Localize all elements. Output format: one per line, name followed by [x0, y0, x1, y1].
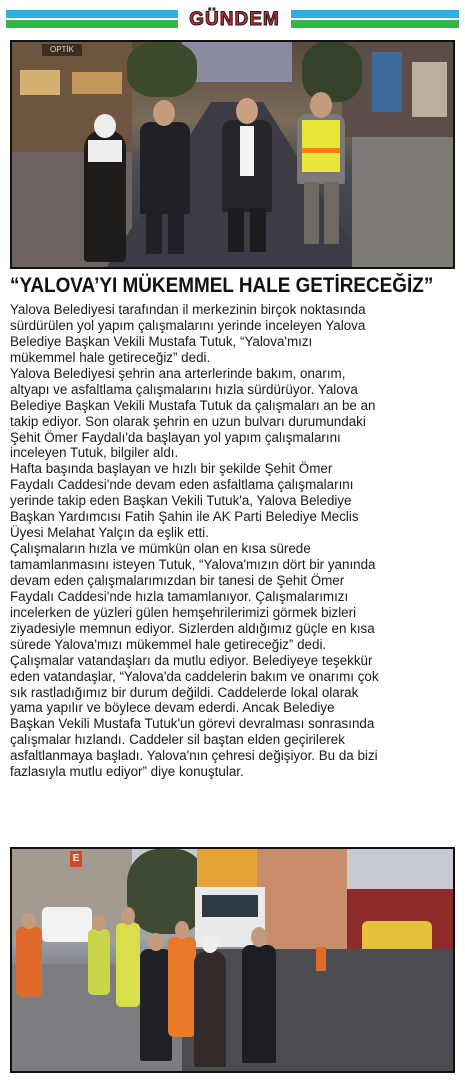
body-line: Yalova Belediyesi tarafından il merkezinin birçok noktasında [10, 302, 366, 317]
worker-vest-1 [88, 929, 110, 995]
body-line: sürdürülen yol yapım çalışmalarını yerinde inceleyen Yalova [10, 317, 366, 333]
body-line: Belediye Başkan Vekili Mustafa Tutuk da çalışmaları an be an [10, 397, 376, 413]
man-suit-2-leg-right [250, 208, 266, 252]
body-line: Üyesi Melahat Yalçın da eşlik etti. [10, 525, 209, 541]
official-2 [242, 945, 276, 1063]
body-line: çalışmalar hızlandı. Caddeler sil baştan elden geçirilerek [10, 732, 345, 748]
body-line: Çalışmalar vatandaşları da mutlu ediyor. Belediyeye teşekkür [10, 652, 373, 668]
shop-light-left [20, 70, 60, 95]
shop-light-left-2 [72, 72, 122, 94]
worker-head [310, 92, 332, 118]
body-line: incelerken de yüzleri gülen hemşehrilerimizi görmek bizleri [10, 604, 357, 620]
body-line: eden vatandaşlar, “Yalova'da caddelerin bakım ve onarımı çok [10, 668, 379, 684]
article-body [10, 302, 456, 780]
blue-sign [372, 52, 402, 112]
man-suit-2-head [236, 98, 258, 124]
worker-orange-center-head [175, 921, 189, 939]
worker-vest-2-head [121, 907, 135, 925]
vest-stripe [302, 148, 340, 153]
section-title-box [178, 7, 291, 31]
body-line: Belediye Başkan Vekili Mustafa Tutuk, “Yalova'mızı [10, 333, 313, 349]
man-suit-1-leg-right [168, 210, 184, 254]
body-line: mükemmel hale getireceğiz” dedi. [10, 349, 211, 365]
worker-vest-2 [116, 923, 140, 1007]
man-suit-1-leg-left [146, 210, 162, 254]
body-line: Çalışmaların hızla ve mümkün olan en kısa sürede [10, 541, 311, 557]
article-headline: “YALOVA’YI MÜKEMMEL HALE GETİRECEĞİZ” [10, 273, 434, 297]
body-line: sürede Yalova'mızı mükemmel hale getireceğiz” dedi. [10, 636, 327, 652]
bottom-photo [10, 847, 455, 1073]
building-sign: E [70, 851, 82, 867]
worker-vest-1-head [92, 915, 106, 931]
safety-vest [302, 120, 340, 172]
man-suit-2-shirt [240, 126, 254, 176]
body-line: Şehit Ömer Faydalı'da başlayan yol yapım çalışmalarını [10, 429, 341, 445]
body-line: Yalova Belediyesi şehrin ana arterlerinde bakım, onarım, [10, 365, 346, 381]
body-line: Başkan Yardımcısı Fatih Şahin ile AK Parti Belediye Meclis [10, 509, 359, 525]
worker-orange [16, 927, 42, 997]
body-line: Faydalı Caddesi'nde hızla tamamlanıyor. Çalışmalarımızı [10, 588, 349, 604]
worker-leg-left [304, 182, 319, 244]
official-1-head [148, 933, 164, 951]
section-title: GÜNDEM [189, 8, 280, 30]
body-line: Faydalı Caddesi'nde devam eden asfaltlama çalışmalarını [10, 477, 354, 493]
body-line: devam eden çalışmalarımızdan bir tanesi de Şehit Ömer [10, 572, 345, 588]
distant-worker [316, 947, 326, 971]
tree-right [302, 42, 362, 102]
man-suit-1-head [153, 100, 175, 126]
body-line: inceleyen Tutuk, bilgiler aldı. [10, 445, 179, 461]
worker-orange-center [168, 937, 196, 1037]
official-2-head [251, 927, 267, 947]
woman-headscarf [94, 114, 116, 138]
white-van [42, 907, 92, 942]
man-suit-2-leg-left [228, 208, 244, 252]
body-line: fazlasıyla mutlu ediyor” diye konuştular. [10, 764, 244, 780]
tree-left [127, 42, 197, 97]
woman-headscarf [202, 935, 218, 953]
optik-sign: OPTİK [42, 44, 82, 56]
apartment-building [257, 849, 347, 949]
truck-bed [197, 849, 257, 889]
worker-leg-right [324, 182, 339, 244]
body-line: takip ediyor. Son olarak şehrin en uzun bulvarı durumundaki [10, 413, 366, 429]
woman-figure [194, 951, 226, 1067]
man-suit-1-body [140, 122, 190, 214]
shop-window-right [412, 62, 447, 117]
body-line: ziyadesiyle memnun ediyor. Sizlerden aldığımız güçle en kısa [10, 620, 375, 636]
worker-orange-head [22, 913, 36, 929]
body-line: Başkan Vekili Mustafa Tutuk'un görevi devralması sonrasında [10, 716, 375, 732]
body-line: Hafta başında başlayan ve hızlı bir şekilde Şehit Ömer [10, 461, 333, 477]
body-line: altyapı ve asfaltlama çalışmalarını hızla sürdürüyor. Yalova [10, 381, 358, 397]
right-sidewalk [352, 137, 453, 267]
woman-collar [88, 140, 122, 162]
section-header [6, 5, 459, 35]
top-photo [10, 40, 455, 269]
body-line: sık rastladığımız bir durum değildi. Caddelerde lokal olarak [10, 684, 359, 700]
sky-area [182, 42, 292, 82]
body-line: yerinde takip eden Başkan Vekili Tutuk'a, Yalova Belediye [10, 493, 352, 509]
body-line: yama yapılır ve böylece devam ederdi. Ancak Belediye [10, 700, 335, 716]
body-line: tamamlanmasını isteyen Tutuk, “Yalova'mızın dört bir yanında [10, 557, 376, 572]
body-line: asfaltlanmaya başladı. Yalova'nın çehresi değişiyor. Bu da bizi [10, 748, 378, 764]
truck-windshield [202, 895, 258, 917]
